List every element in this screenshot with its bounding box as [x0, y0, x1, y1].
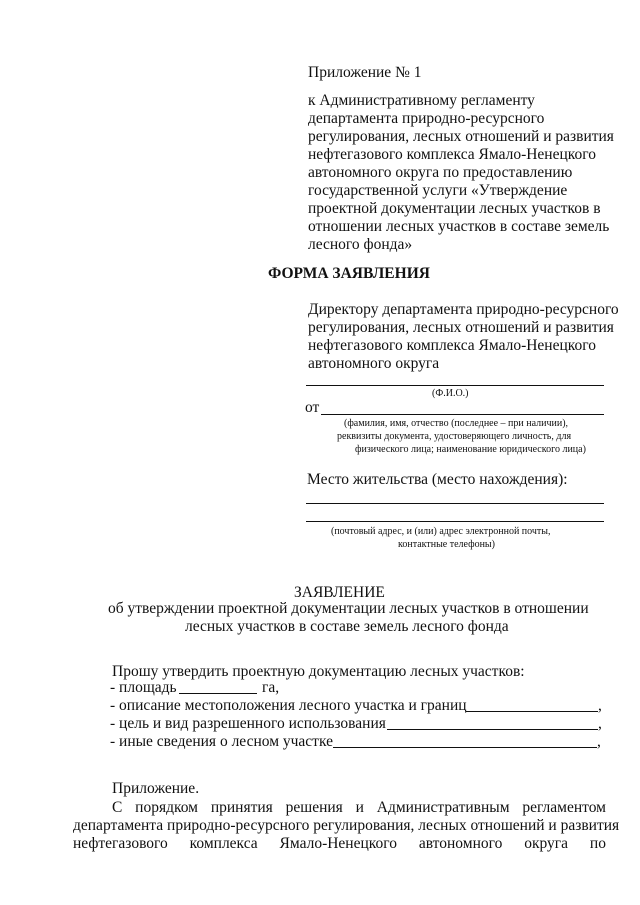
body-word: по — [589, 835, 606, 852]
location-comma: , — [598, 697, 602, 714]
appendix-line: регулирования, лесных отношений и развития — [308, 128, 614, 145]
location-label: - описание местоположения лесного участка и границ — [110, 697, 467, 714]
contact-caption: (почтовый адрес, и (или) адрес электронной почты, — [331, 526, 551, 537]
purpose-comma: , — [598, 715, 602, 732]
appendix-line: нефтегазового комплекса Ямало-Ненецкого — [308, 146, 596, 163]
residence-blank-line[interactable] — [306, 503, 604, 504]
statement-subtitle: об утверждении проектной документации лесных участков в отношении — [108, 600, 589, 617]
appendix-line: к Административному регламенту — [308, 92, 535, 109]
other-blank-line[interactable] — [333, 747, 597, 748]
applicant-blank-line[interactable] — [321, 414, 604, 415]
body-word: автономного — [418, 835, 503, 852]
statement-title: ЗАЯВЛЕНИЕ — [294, 584, 385, 601]
contact-caption: контактные телефоны) — [398, 539, 495, 550]
body-word: С — [112, 799, 123, 816]
attachment-label: Приложение. — [112, 780, 200, 797]
body-word: Административным — [376, 799, 510, 816]
body-line-2: департамента природно-ресурсного регулирования, лесных отношений и развития — [73, 817, 620, 834]
body-word: порядком — [135, 799, 198, 816]
fio-blank-line[interactable] — [306, 385, 604, 386]
appendix-line: автономного округа по предоставлению — [308, 164, 573, 181]
appendix-line: департамента природно-ресурсного — [308, 110, 545, 127]
from-label: от — [305, 399, 320, 416]
residence-label: Место жительства (место нахождения): — [307, 471, 568, 488]
other-comma: , — [597, 733, 601, 750]
appendix-line: проектной документации лесных участков в — [308, 200, 601, 217]
fio-caption: (Ф.И.О.) — [432, 388, 469, 399]
location-blank-line[interactable] — [466, 711, 598, 712]
body-line-1 — [112, 800, 606, 816]
body-word: Ямало-Ненецкого — [279, 835, 397, 852]
residence-blank-line-2[interactable] — [306, 521, 604, 522]
addressee-line: Директору департамента природно-ресурсного — [308, 301, 619, 318]
addressee-line: автономного округа — [308, 355, 440, 372]
purpose-label: - цель и вид разрешенного использования — [110, 715, 386, 732]
other-label: - иные сведения о лесном участке — [110, 733, 333, 750]
applicant-caption: (фамилия, имя, отчество (последнее – при наличии), — [344, 418, 569, 429]
appendix-line: отношении лесных участков в составе земель — [308, 218, 610, 235]
body-word: решения — [285, 799, 343, 816]
body-word: принятия — [210, 799, 273, 816]
appendix-title: Приложение № 1 — [308, 64, 422, 81]
purpose-blank-line[interactable] — [387, 729, 598, 730]
appendix-line: лесного фонда» — [308, 236, 413, 253]
body-line-3 — [73, 836, 606, 852]
body-word: комплекса — [189, 835, 258, 852]
applicant-caption: физического лица; наименование юридического лица) — [355, 444, 586, 455]
area-prefix: - площадь — [110, 679, 177, 696]
addressee-line: нефтегазового комплекса Ямало-Ненецкого — [308, 337, 596, 354]
form-title: ФОРМА ЗАЯВЛЕНИЯ — [268, 265, 430, 282]
statement-subtitle: лесных участков в составе земель лесного фонда — [185, 618, 509, 635]
statement-intro: Прошу утвердить проектную документацию лесных участков: — [112, 663, 525, 680]
area-unit: га, — [262, 679, 280, 696]
body-word: округа — [524, 835, 569, 852]
applicant-caption: реквизиты документа, удостоверяющего личность, для — [337, 431, 572, 442]
addressee-line: регулирования, лесных отношений и развития — [308, 319, 614, 336]
body-word: и — [355, 799, 364, 816]
area-blank-line[interactable] — [179, 693, 257, 694]
body-word: регламентом — [522, 799, 606, 816]
body-word: нефтегазового — [73, 835, 168, 852]
appendix-line: государственной услуги «Утверждение — [308, 182, 568, 199]
